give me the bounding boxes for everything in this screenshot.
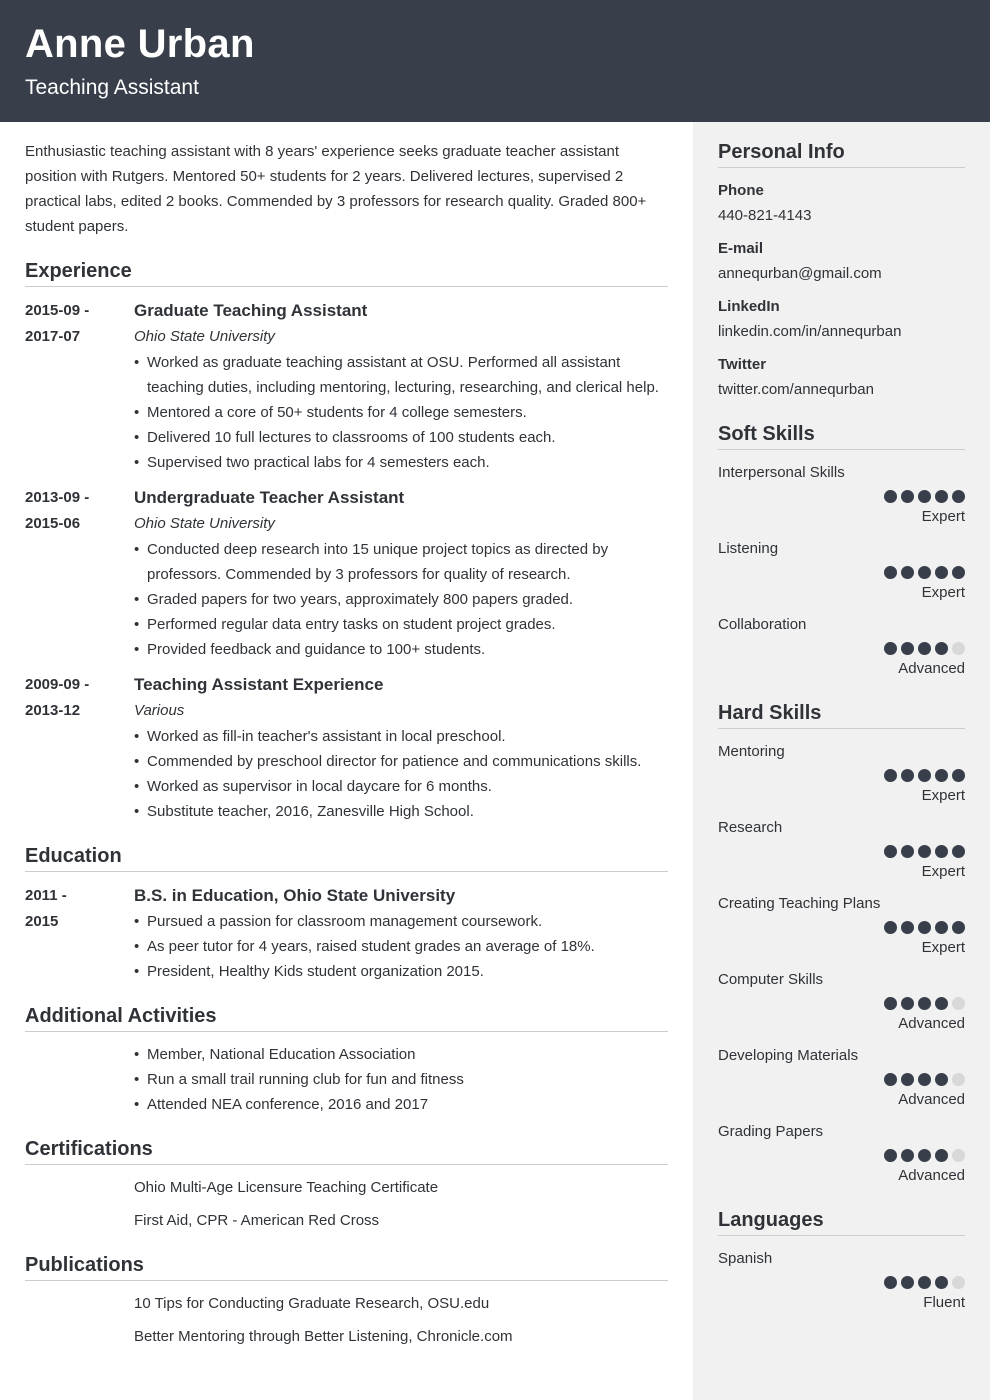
rating-dot-filled [884, 769, 897, 782]
rating-dot-empty [952, 1073, 965, 1086]
employer: Ohio State University [134, 328, 275, 345]
job-title: Graduate Teaching Assistant [134, 301, 368, 320]
skill-name: Research [718, 819, 783, 836]
skill-level: Expert [921, 863, 965, 880]
date-start: 2011 - [25, 887, 67, 904]
skill-level: Advanced [898, 1015, 965, 1032]
rating-dot-filled [918, 1149, 931, 1162]
skill-level: Advanced [898, 660, 965, 677]
date-start: 2013-09 - [25, 489, 90, 506]
rating-dot-empty [952, 1276, 965, 1289]
list-item: • Commended by preschool director for patience and communications skills. [134, 749, 668, 774]
skill-name: Creating Teaching Plans [718, 895, 881, 912]
publication-item: 10 Tips for Conducting Graduate Research, OSU.edu [134, 1295, 490, 1312]
skill-item [718, 463, 965, 527]
skill-name: Listening [718, 540, 779, 557]
rating-dot-filled [935, 997, 948, 1010]
certification-item: First Aid, CPR - American Red Cross [134, 1212, 380, 1229]
rating-dot-filled [901, 1073, 914, 1086]
skill-name: Spanish [718, 1250, 773, 1267]
rating-dot-filled [884, 566, 897, 579]
list-item: • Pursued a passion for classroom management coursework. [134, 909, 668, 934]
languages-heading: Languages [718, 1209, 965, 1236]
experience-heading: Experience [25, 260, 668, 287]
skill-item [718, 818, 965, 882]
soft-skills-list [718, 463, 965, 679]
rating-dot-filled [918, 845, 931, 858]
experience-entry [25, 298, 668, 475]
email-value[interactable]: annequrban@gmail.com [718, 265, 882, 282]
skill-item [718, 742, 965, 806]
rating-dot-filled [918, 1276, 931, 1289]
skill-level: Expert [921, 787, 965, 804]
skill-item [718, 1249, 965, 1313]
skill-level: Fluent [923, 1294, 965, 1311]
skill-rating [718, 769, 965, 782]
sidebar [693, 122, 990, 1400]
education-bullets [134, 909, 668, 984]
twitter-value[interactable]: twitter.com/annequrban [718, 381, 874, 398]
certifications-heading: Certifications [25, 1138, 668, 1165]
job-bullets [134, 537, 668, 662]
experience-dates [25, 298, 134, 475]
rating-dot-filled [918, 769, 931, 782]
rating-dot-empty [952, 997, 965, 1010]
rating-dot-filled [884, 845, 897, 858]
rating-dot-filled [901, 490, 914, 503]
rating-dot-filled [935, 1149, 948, 1162]
rating-dot-filled [918, 642, 931, 655]
skill-name: Collaboration [718, 616, 807, 633]
rating-dot-filled [884, 997, 897, 1010]
rating-dot-filled [952, 845, 965, 858]
rating-dot-filled [884, 490, 897, 503]
email-label: E-mail [718, 240, 764, 257]
education-heading: Education [25, 845, 668, 872]
rating-dot-filled [884, 1149, 897, 1162]
date-end: 2015-06 [25, 515, 81, 532]
rating-dot-empty [952, 1149, 965, 1162]
rating-dot-filled [952, 566, 965, 579]
date-end: 2015 [25, 913, 59, 930]
job-bullets [134, 724, 668, 824]
list-item: • Conducted deep research into 15 unique project topics as directed by professors. Commended by 3 professors for quality of research. [134, 537, 668, 587]
rating-dot-filled [884, 642, 897, 655]
rating-dot-filled [935, 642, 948, 655]
rating-dot-filled [901, 921, 914, 934]
skill-rating [718, 845, 965, 858]
candidate-title: Teaching Assistant [25, 76, 199, 99]
rating-dot-filled [935, 566, 948, 579]
rating-dot-filled [918, 1073, 931, 1086]
twitter-label: Twitter [718, 356, 767, 373]
skill-item [718, 970, 965, 1034]
skill-item [718, 615, 965, 679]
main-column [25, 122, 668, 1347]
list-item: • Mentored a core of 50+ students for 4 college semesters. [134, 400, 668, 425]
rating-dot-filled [918, 997, 931, 1010]
list-item: • Worked as fill-in teacher's assistant in local preschool. [134, 724, 668, 749]
list-item: • Member, National Education Association [134, 1042, 668, 1067]
skill-rating [718, 1276, 965, 1289]
soft-skills-heading: Soft Skills [718, 423, 965, 450]
skill-name: Computer Skills [718, 971, 824, 988]
experience-dates [25, 672, 134, 824]
rating-dot-filled [901, 845, 914, 858]
skill-rating [718, 1073, 965, 1086]
rating-dot-filled [952, 921, 965, 934]
list-item: • Delivered 10 full lectures to classrooms of 100 students each. [134, 425, 668, 450]
list-item: • As peer tutor for 4 years, raised student grades an average of 18%. [134, 934, 668, 959]
rating-dot-empty [952, 642, 965, 655]
candidate-name: Anne Urban [25, 22, 255, 66]
rating-dot-filled [918, 921, 931, 934]
linkedin-label: LinkedIn [718, 298, 780, 315]
personal-info-list [718, 181, 965, 400]
job-title: Teaching Assistant Experience [134, 675, 384, 694]
experience-dates [25, 485, 134, 662]
skill-item [718, 894, 965, 958]
list-item: • Substitute teacher, 2016, Zanesville High School. [134, 799, 668, 824]
skill-name: Mentoring [718, 743, 785, 760]
degree: B.S. in Education, Ohio State University [134, 886, 456, 905]
rating-dot-filled [935, 921, 948, 934]
skill-name: Grading Papers [718, 1123, 824, 1140]
phone-label: Phone [718, 182, 764, 199]
employer: Various [134, 702, 185, 719]
skill-name: Interpersonal Skills [718, 464, 845, 481]
list-item: • Provided feedback and guidance to 100+ students. [134, 637, 668, 662]
job-bullets [134, 350, 668, 475]
activities-heading: Additional Activities [25, 1005, 668, 1032]
education-entry [25, 883, 668, 984]
skill-level: Advanced [898, 1091, 965, 1108]
skill-item [718, 1046, 965, 1110]
skill-rating [718, 1149, 965, 1162]
experience-entry [25, 485, 668, 662]
rating-dot-filled [935, 490, 948, 503]
publications-heading: Publications [25, 1254, 668, 1281]
rating-dot-filled [935, 1073, 948, 1086]
rating-dot-filled [884, 1276, 897, 1289]
rating-dot-filled [935, 845, 948, 858]
list-item: • Supervised two practical labs for 4 semesters each. [134, 450, 668, 475]
employer: Ohio State University [134, 515, 275, 532]
list-item: • Worked as supervisor in local daycare for 6 months. [134, 774, 668, 799]
skill-level: Expert [921, 508, 965, 525]
list-item: • President, Healthy Kids student organization 2015. [134, 959, 668, 984]
skill-level: Expert [921, 939, 965, 956]
rating-dot-filled [884, 1073, 897, 1086]
activities-list [134, 1042, 668, 1117]
skill-rating [718, 490, 965, 503]
skill-rating [718, 642, 965, 655]
list-item: • Run a small trail running club for fun and fitness [134, 1067, 668, 1092]
rating-dot-filled [918, 490, 931, 503]
date-end: 2017-07 [25, 328, 81, 345]
publication-item: Better Mentoring through Better Listening, Chronicle.com [134, 1328, 513, 1345]
hard-skills-list [718, 742, 965, 1186]
skill-item [718, 1122, 965, 1186]
linkedin-value[interactable]: linkedin.com/in/annequrban [718, 323, 902, 340]
summary-text: Enthusiastic teaching assistant with 8 years' experience seeks graduate teacher assistant position with Rutgers. Mentored 50+ students for 2 years. Delivered lectures, supervised 2 practical labs, edited 2 books. Commended by 3 professors for research quality. Graded 800+ student papers. [25, 143, 647, 235]
rating-dot-filled [901, 769, 914, 782]
certification-item: Ohio Multi-Age Licensure Teaching Certificate [134, 1179, 439, 1196]
job-title: Undergraduate Teacher Assistant [134, 488, 405, 507]
rating-dot-filled [901, 1276, 914, 1289]
list-item: • Worked as graduate teaching assistant at OSU. Performed all assistant teaching duties, including mentoring, lecturing, researching, and clerical help. [134, 350, 668, 400]
education-dates [25, 883, 134, 984]
date-start: 2009-09 - [25, 676, 90, 693]
languages-list [718, 1249, 965, 1313]
skill-item [718, 539, 965, 603]
phone-value: 440-821-4143 [718, 207, 812, 224]
rating-dot-filled [952, 769, 965, 782]
rating-dot-filled [901, 566, 914, 579]
skill-name: Developing Materials [718, 1047, 859, 1064]
date-end: 2013-12 [25, 702, 81, 719]
rating-dot-filled [901, 642, 914, 655]
rating-dot-filled [935, 1276, 948, 1289]
rating-dot-filled [952, 490, 965, 503]
resume-header [0, 0, 990, 122]
personal-info-heading: Personal Info [718, 141, 965, 168]
rating-dot-filled [884, 921, 897, 934]
list-item: • Graded papers for two years, approximately 800 papers graded. [134, 587, 668, 612]
experience-entry [25, 672, 668, 824]
skill-rating [718, 921, 965, 934]
skill-rating [718, 997, 965, 1010]
list-item: • Attended NEA conference, 2016 and 2017 [134, 1092, 668, 1117]
skill-rating [718, 566, 965, 579]
list-item: • Performed regular data entry tasks on student project grades. [134, 612, 668, 637]
skill-level: Advanced [898, 1167, 965, 1184]
rating-dot-filled [935, 769, 948, 782]
date-start: 2015-09 - [25, 302, 90, 319]
rating-dot-filled [901, 1149, 914, 1162]
rating-dot-filled [901, 997, 914, 1010]
hard-skills-heading: Hard Skills [718, 702, 965, 729]
skill-level: Expert [921, 584, 965, 601]
rating-dot-filled [918, 566, 931, 579]
